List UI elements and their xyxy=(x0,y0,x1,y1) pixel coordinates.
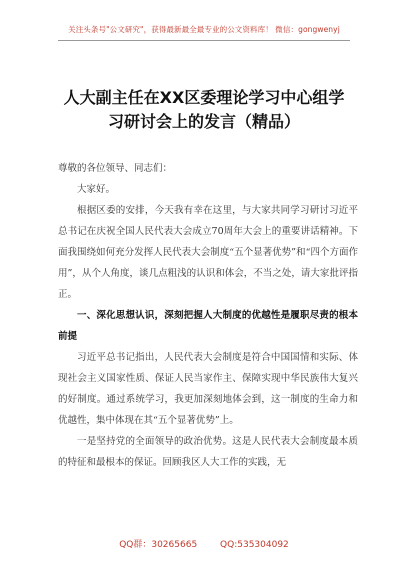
paragraph: 一是坚持党的全面领导的政治优势。这是人民代表大会制度最本质的特征和最根本的保证。回顾我区人大工作的实践，无 xyxy=(58,436,358,468)
paragraph: 根据区委的安排，今天我有幸在这里，与大家共同学习研讨习近平总书记在庆祝全国人民代表大会成立70周年大会上的重要讲话精神。下面我围绕如何充分发挥人民代表大会制度“五个显著优势”和“四个方面作用”，从个人角度，谈几点粗浅的认识和体会，不当之处，请大家批评指正。 xyxy=(58,205,358,300)
section-heading: 一、深化思想认识，深刻把握人大制度的优越性是履职尽责的根本前提 xyxy=(58,310,358,342)
header-note: 关注头条号"公文研究"，获得最新最全最专业的公文资料库！ 微信：gongwenyj xyxy=(68,25,340,34)
footer-qq: QQ:535304092 xyxy=(220,540,289,550)
header-divider xyxy=(58,40,350,41)
footer xyxy=(0,537,408,550)
salutation: 尊敬的各位领导、同志们： xyxy=(58,163,173,174)
footer-qq-group: QQ群：30265665 xyxy=(119,540,198,550)
greeting: 大家好。 xyxy=(77,184,116,195)
paragraph: 习近平总书记指出，人民代表大会制度是符合中国国情和实际、体现社会主义国家性质、保证人民当家作主、保障实现中华民族伟大复兴的好制度。通过系统学习，我更加深刻地体会到，这一制度的生命力和优越性，集中体现在其“五个显著优势”上。 xyxy=(58,352,358,426)
document-body xyxy=(58,158,358,473)
document-title: 人大副主任在XX区委理论学习中心组学习研讨会上的发言（精品） xyxy=(63,88,345,131)
